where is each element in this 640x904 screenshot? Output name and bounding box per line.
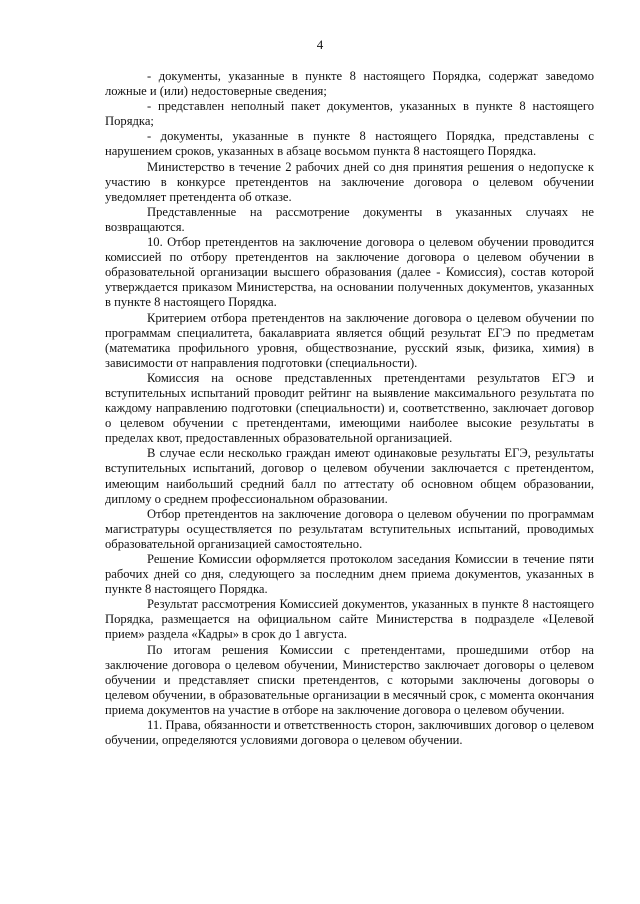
paragraph-equal-results: В случае если несколько граждан имеют одинаковые результаты ЕГЭ, результаты вступительных испытаний, договор о целевом обучении заключается с претендентом, имеющим наибольший средний балл по аттестату об основном общем образовании, диплому о среднем профессиональном образовании.: [105, 446, 594, 506]
paragraph-item-11: 11. Права, обязанности и ответственность сторон, заключивших договор о целевом обучении, определяются условиями договора о целевом обучении.: [105, 718, 594, 748]
page-number: 4: [316, 37, 324, 52]
paragraph-item-10: 10. Отбор претендентов на заключение договора о целевом обучении проводится комиссией по отбору претендентов на заключение договора о целевом обучении в образовательной организации высшего образования (далее - Комиссия), состав которой утверждается приказом Министерства, на основании полученных документов, указанных в пункте 8 настоящего Порядка.: [105, 235, 594, 310]
paragraph-refusal-notice: Министерство в течение 2 рабочих дней со дня принятия решения о недопуске к участию в конкурсе претендентов на заключение договора о целевом обучении уведомляет претендента об отказе.: [105, 159, 594, 204]
paragraph-magistracy-selection: Отбор претендентов на заключение договора о целевом обучении по программам магистратуры осуществляется по результатам вступительных испытаний, проводимых образовательной организацией самостоятельно.: [105, 506, 594, 551]
paragraph-selection-criterion: Критерием отбора претендентов на заключение договора о целевом обучении по программам специалитета, бакалавриата является общий результат ЕГЭ по предметам (математика профильного уровня, обществознание, русский язык, физика, химия) в зависимости от направления подготовки (специальности).: [105, 310, 594, 370]
paragraph-late-submission: - документы, указанные в пункте 8 настоящего Порядка, представлены с нарушением сроков, указанных в абзаце восьмом пункта 8 настоящего Порядка.: [105, 129, 594, 159]
paragraph-incomplete-package: - представлен неполный пакет документов, указанных в пункте 8 настоящего Порядка;: [105, 99, 594, 129]
document-body: [105, 69, 594, 748]
paragraph-commission-rating: Комиссия на основе представленных претендентами результатов ЕГЭ и вступительных испытаний проводит рейтинг на выявление максимального результата по каждому направлению подготовки (специальности) и, соответственно, заключает договор о целевом обучении с претендентами, имеющими наиболее высокие результаты в пределах квот, предоставленных образовательной организацией.: [105, 370, 594, 446]
paragraph-results-publication: Результат рассмотрения Комиссией документов, указанных в пункте 8 настоящего Порядка, размещается на официальном сайте Министерства в подразделе «Целевой прием» раздела «Кадры» в срок до 1 августа.: [105, 597, 594, 642]
paragraph-false-info: - документы, указанные в пункте 8 настоящего Порядка, содержат заведомо ложные и (или) недостоверные сведения;: [105, 69, 594, 99]
paragraph-commission-decision: Решение Комиссии оформляется протоколом заседания Комиссии в течение пяти рабочих дней со дня, следующего за последним днем приема документов, указанных в пункте 8 настоящего Порядка.: [105, 552, 594, 597]
paragraph-contracts-conclusion: По итогам решения Комиссии с претендентами, прошедшими отбор на заключение договора о целевом обучении, Министерство заключает договоры о целевом обучении и представляет списки претендентов, с которыми заключены договоры о целевом обучении, в образовательные организации в месячный срок, с момента окончания приема документов на участие в отборе на заключение договора о целевом обучении.: [105, 642, 594, 717]
paragraph-documents-not-returned: Представленные на рассмотрение документы в указанных случаях не возвращаются.: [105, 204, 594, 234]
